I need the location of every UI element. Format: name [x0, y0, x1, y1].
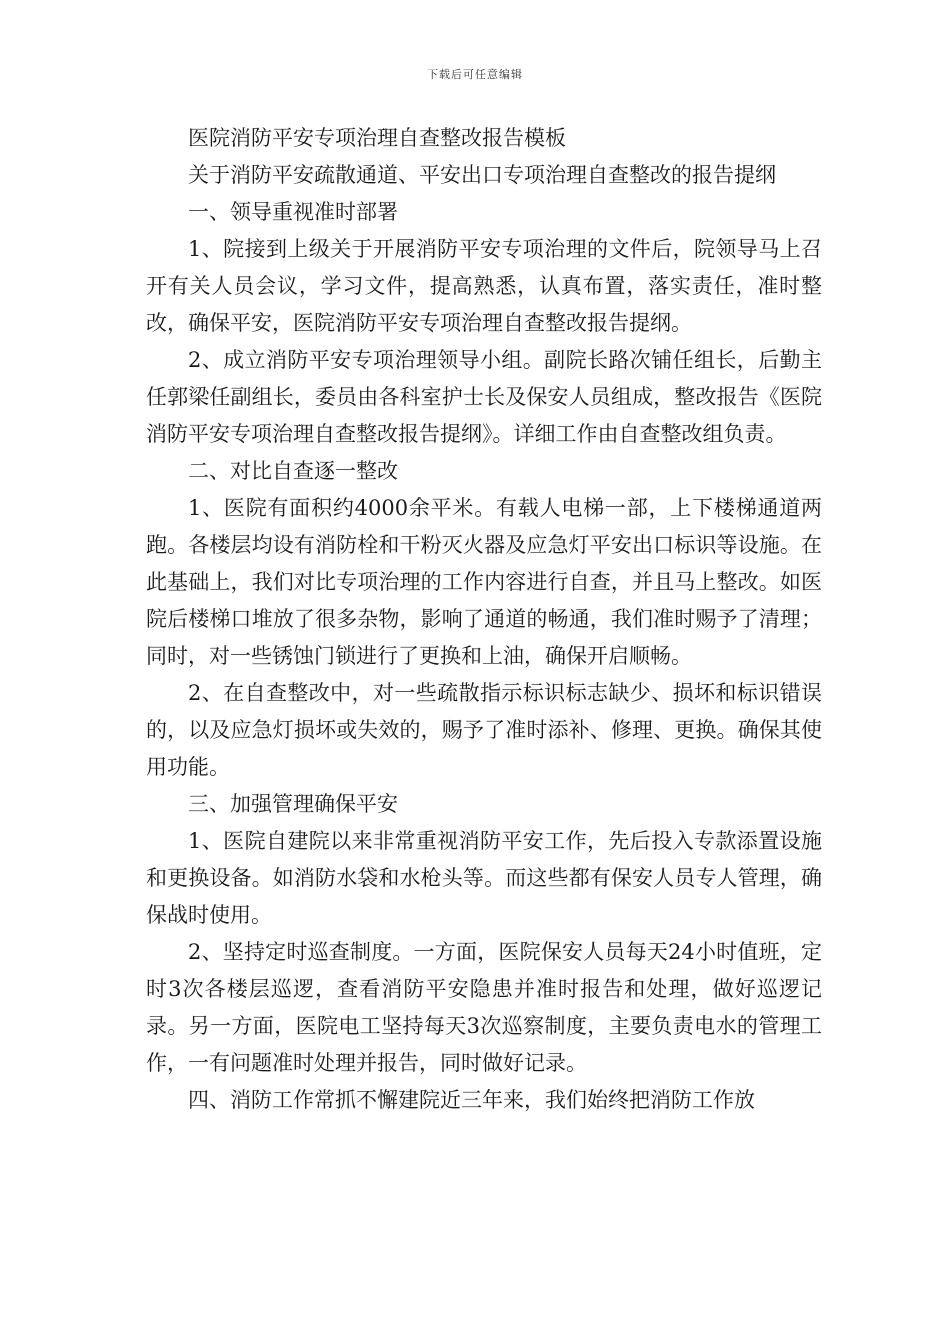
section-heading-2: 二、对比自查逐一整改: [188, 459, 398, 483]
section-heading-4: 四、消防工作常抓不懈建院近三年来，我们始终把消防工作放: [188, 1088, 755, 1112]
header-note: 下载后可任意编辑: [427, 68, 523, 81]
paragraph: 2、在自查整改中，对一些疏散指示标识标志缺少、损坏和标识错误的，以及应急灯损坏或失效的，赐予了准时添补、修理、更换。确保其使用功能。: [146, 681, 822, 779]
paragraph: 1、医院自建院以来非常重视消防平安工作，先后投入专款添置设施和更换设备。如消防水袋和水枪头等。而这些都有保安人员专人管理，确保战时使用。: [146, 829, 822, 927]
paragraph: 1、院接到上级关于开展消防平安专项治理的文件后，院领导马上召开有关人员会议，学习文件，提高熟悉，认真布置，落实责任，准时整改，确保平安，医院消防平安专项治理自查整改报告提纲。: [146, 237, 822, 335]
report-outline-title: 关于消防平安疏散通道、平安出口专项治理自查整改的报告提纲: [188, 163, 776, 187]
section-heading-1: 一、领导重视准时部署: [188, 200, 398, 224]
paragraph: 2、成立消防平安专项治理领导小组。副院长路次铺任组长，后勤主任郭梁任副组长，委员由各科室护士长及保安人员组成，整改报告《医院消防平安专项治理自查整改报告提纲》。详细工作由自查整改组负责。: [146, 348, 822, 446]
paragraph: 1、医院有面积约4000余平米。有载人电梯一部，上下楼梯通道两跑。各楼层均设有消防栓和干粉灭火器及应急灯平安出口标识等设施。在此基础上，我们对比专项治理的工作内容进行自查，并且马上整改。如医院后楼梯口堆放了很多杂物，影响了通道的畅通，我们准时赐予了清理；同时，对一些锈蚀门锁进行了更换和上油，确保开启顺畅。: [146, 496, 822, 668]
document-title: 医院消防平安专项治理自查整改报告模板: [188, 126, 566, 150]
document-body: [146, 120, 822, 1119]
paragraph: 2、坚持定时巡查制度。一方面，医院保安人员每天24小时值班，定时3次各楼层巡逻，查看消防平安隐患并准时报告和处理，做好巡逻记录。另一方面，医院电工坚持每天3次巡察制度，主要负责电水的管理工作，一有问题准时处理并报告，同时做好记录。: [146, 940, 822, 1075]
section-heading-3: 三、加强管理确保平安: [188, 792, 398, 816]
